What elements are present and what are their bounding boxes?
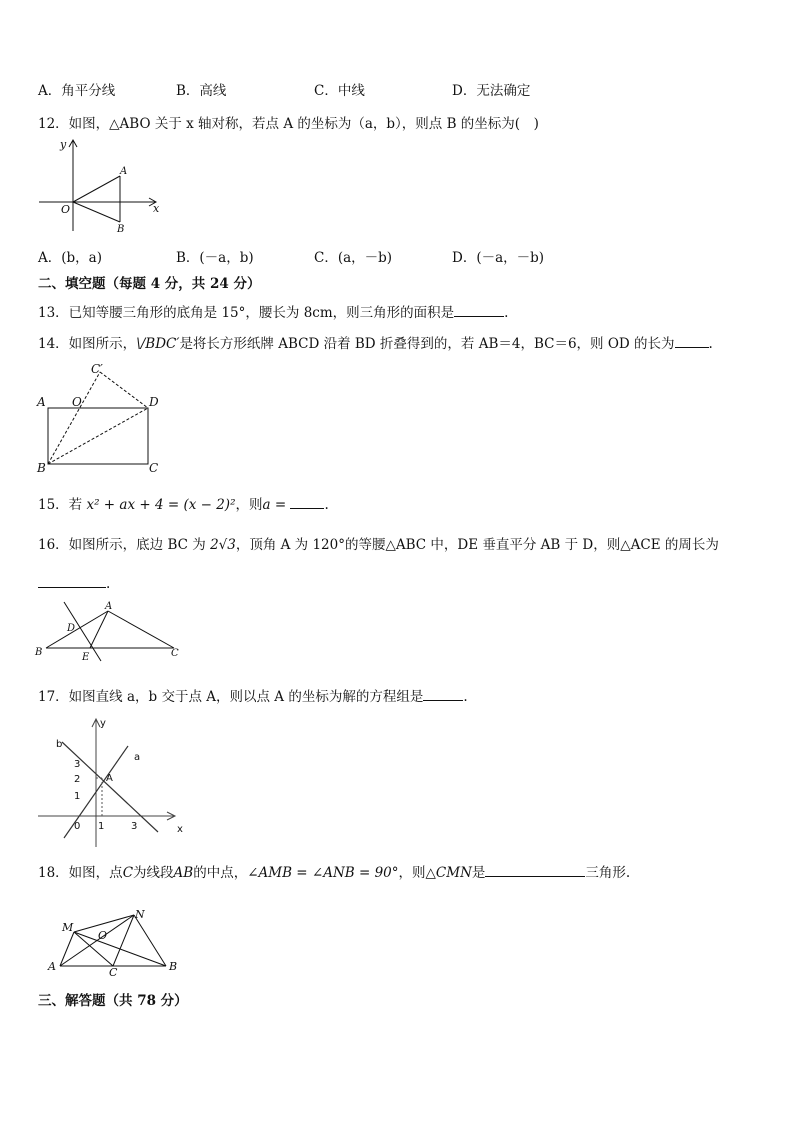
q17-fig-x-label: x [177, 824, 183, 835]
q17-text: 17．如图直线 a，b 交于点 A，则以点 A 的坐标为解的方程组是 [38, 689, 424, 705]
q18-fig-b-label: B [169, 960, 178, 973]
q14-fig-cprime-label: C′ [91, 362, 103, 376]
q13-text: 13．已知等腰三角形的底角是 15°，腰长为 8cm，则三角形的面积是 [38, 305, 455, 321]
q15-answer-blank [290, 494, 324, 509]
q12-option-c: C．(a，－b) [314, 250, 393, 266]
q17-stem [38, 686, 468, 706]
q18-fig-a-label: A [48, 960, 56, 973]
q15-text-1: 15．若 [38, 497, 87, 513]
q14-fig-d-label: D [149, 395, 159, 409]
q17-fig-tick-y3: 3 [74, 759, 81, 770]
q14-triangle-symbol: \/BDC′ [136, 336, 180, 352]
q13-stem [38, 302, 508, 322]
q15-stem [38, 494, 329, 514]
q16-stem [38, 536, 719, 554]
q17-fig-a-point-label: A [106, 773, 113, 784]
q14-fig-c-label: C [149, 461, 159, 475]
q18-fig-m-label: M [62, 921, 74, 934]
q14-fig-o-label: O [72, 395, 82, 409]
q18-text-3: 的中点， [193, 865, 248, 881]
q16-answer-blank [38, 573, 106, 588]
q18-fig-n-label: N [135, 908, 145, 921]
q14-text-1: 14．如图所示， [38, 336, 137, 352]
q11-option-a: A．角平分线 [38, 83, 116, 99]
q17-fig-tick-x1: 1 [98, 821, 105, 832]
q12-fig-b-label: B [117, 224, 125, 235]
q18-angle-condition: ∠AMB = ∠ANB = 90° [247, 865, 399, 881]
q17-period: . [463, 689, 468, 705]
q16-fig-e-label: E [82, 652, 90, 663]
q12-option-b: B．(－a，b) [176, 250, 254, 266]
q18-text-1: 18．如图，点 [38, 865, 123, 881]
q17-figure [36, 712, 196, 847]
q17-fig-tick-y1: 1 [74, 791, 81, 802]
q15-variable: a [262, 497, 271, 513]
q17-fig-tick-y2: 2 [74, 774, 81, 785]
q18-point-c: C [122, 865, 134, 881]
q11-option-c: C．中线 [314, 83, 365, 99]
q12-figure [36, 136, 166, 236]
q18-text-6: 三角形. [585, 865, 631, 881]
q18-fig-o-label: O [98, 929, 108, 942]
q16-fig-b-label: B [35, 647, 43, 658]
q16-text-1: 16．如图所示，底边 BC 为 [38, 537, 211, 553]
q17-fig-y-label: y [100, 718, 106, 729]
q18-segment-ab: AB [173, 865, 194, 881]
q14-figure [34, 360, 174, 475]
q16-fig-c-label: C [171, 648, 179, 659]
q17-fig-tick-origin: 0 [74, 821, 81, 832]
q14-text-2: 是将长方形纸牌 ABCD 沿着 BD 折叠得到的，若 AB＝4，BC＝6，则 OD 的长为 [179, 336, 675, 352]
q14-fig-a-label: A [37, 395, 46, 409]
q18-stem [38, 862, 630, 882]
q12-option-d: D．(－a，－b) [452, 250, 545, 266]
q15-period: . [324, 497, 329, 513]
q18-text-5: 是 [471, 865, 486, 881]
section-solve-heading: 三、解答题（共 78 分） [38, 993, 188, 1009]
q18-fig-c-label: C [109, 966, 118, 979]
q14-period: . [708, 336, 713, 352]
q16-text-2: ，顶角 A 为 120°的等腰△ABC 中，DE 垂直平分 AB 于 D，则△ACE 的周长为 [235, 537, 719, 553]
q12-fig-y-label: y [60, 138, 67, 151]
q14-stem [38, 333, 713, 353]
q11-option-b: B．高线 [176, 83, 227, 99]
q12-fig-x-label: x [153, 202, 160, 215]
q18-figure [42, 902, 192, 977]
section-fill-in-heading: 二、填空题（每题 4 分，共 24 分） [38, 276, 261, 292]
q16-answer-line [38, 573, 110, 593]
q11-option-d: D．无法确定 [452, 83, 531, 99]
q18-answer-blank [485, 862, 585, 877]
q17-answer-blank [423, 686, 463, 701]
q16-base-length: 2√3 [210, 537, 236, 553]
q13-answer-blank [454, 302, 504, 317]
q12-fig-a-label: A [120, 166, 128, 177]
q13-period: . [504, 305, 509, 321]
q16-period: . [106, 576, 111, 592]
q15-text-2: ，则 [235, 497, 263, 513]
q16-fig-a-label: A [105, 601, 113, 612]
q12-option-a: A．(b，a) [38, 250, 102, 266]
q12-fig-o-label: O [61, 203, 71, 216]
q12-stem: 12．如图，△ABO 关于 x 轴对称，若点 A 的坐标为（a，b），则点 B 的坐标为( ) [38, 116, 539, 132]
q14-answer-blank [675, 333, 709, 348]
q18-text-4: ，则 [398, 865, 426, 881]
q18-triangle-cmn: △CMN [425, 865, 472, 881]
q16-fig-d-label: D [67, 623, 76, 634]
q17-fig-b-label: b [56, 739, 63, 750]
q15-equals: = [270, 497, 291, 513]
q16-figure [34, 598, 184, 663]
q14-fig-b-label: B [37, 461, 46, 475]
q17-fig-a-line-label: a [134, 752, 141, 763]
q15-equation: x² + ax + 4 = (x − 2)² [86, 497, 236, 513]
q17-fig-tick-x3: 3 [131, 821, 138, 832]
q18-text-2: 为线段 [133, 865, 174, 881]
